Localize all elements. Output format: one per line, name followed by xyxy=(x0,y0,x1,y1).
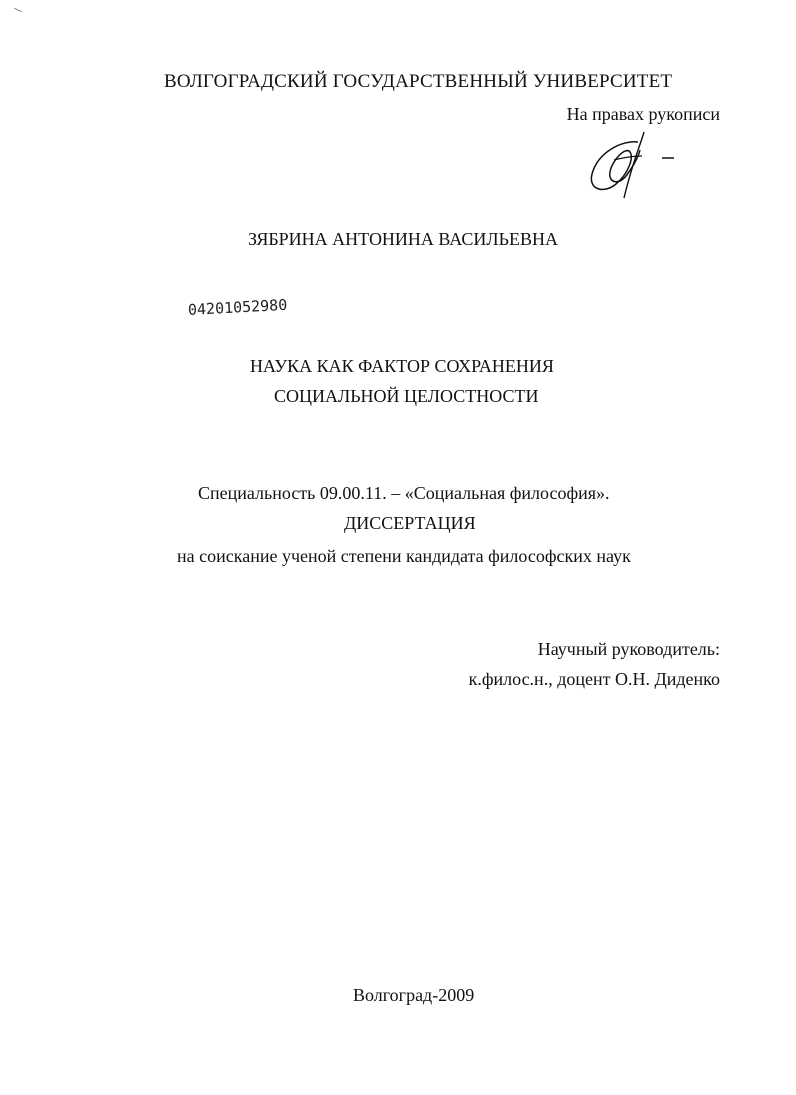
manuscript-rights-note: На правах рукописи xyxy=(566,104,720,124)
work-type-heading: ДИССЕРТАЦИЯ xyxy=(344,513,476,533)
degree-purpose-text: на соискание ученой степени кандидата философских наук xyxy=(177,546,631,566)
advisor-name: к.филос.н., доцент О.Н. Диденко xyxy=(468,669,720,689)
advisor-label: Научный руководитель: xyxy=(537,639,720,659)
specialty-code: Специальность 09.00.11. – «Социальная философия». xyxy=(198,483,610,503)
dissertation-title-line-2: СОЦИАЛЬНОЙ ЦЕЛОСТНОСТИ xyxy=(274,386,539,406)
dissertation-title-line-1: НАУКА КАК ФАКТОР СОХРАНЕНИЯ xyxy=(250,356,554,376)
city-year: Волгоград-2009 xyxy=(353,985,475,1005)
handwritten-signature xyxy=(582,128,678,204)
university-name: ВОЛГОГРАДСКИЙ ГОСУДАРСТВЕННЫЙ УНИВЕРСИТЕТ xyxy=(164,71,673,92)
scan-artifact-mark xyxy=(14,8,22,12)
author-name: ЗЯБРИНА АНТОНИНА ВАСИЛЬЕВНА xyxy=(248,229,558,249)
archive-number-stamp: 04201052980 xyxy=(187,295,288,319)
